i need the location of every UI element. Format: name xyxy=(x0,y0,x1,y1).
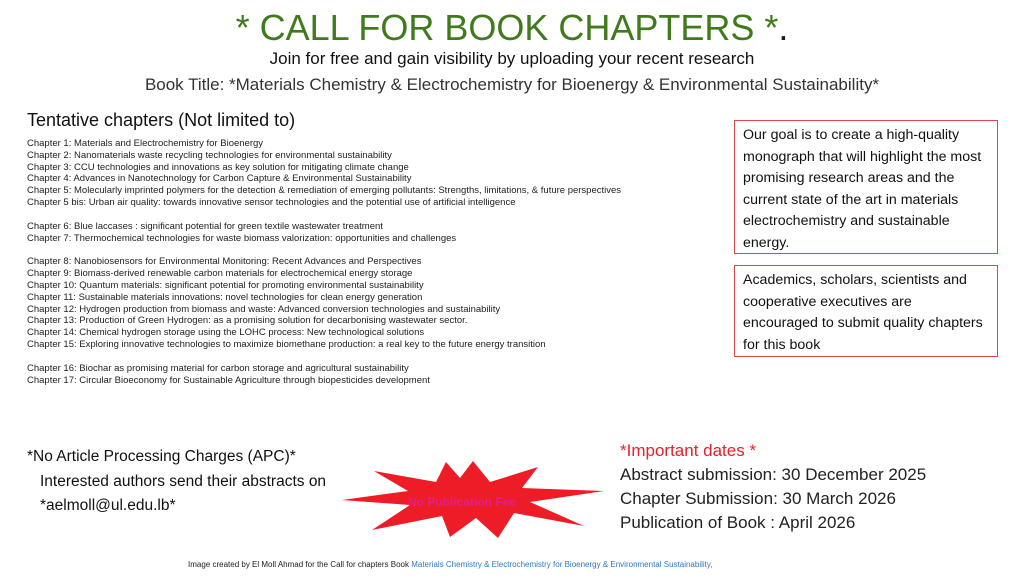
chapter-item: Chapter 11: Sustainable materials innovations: novel technologies for clean energy generation xyxy=(27,291,423,303)
goal-box: Our goal is to create a high-quality monograph that will highlight the most promising research areas and the current state of the art in materials electrochemistry and sustainable energy. xyxy=(734,120,998,254)
chapter-date: Chapter Submission: 30 March 2026 xyxy=(620,489,896,508)
chapter-item: Chapter 8: Nanobiosensors for Environmental Monitoring: Recent Advances and Perspectives xyxy=(27,256,422,268)
chapter-item: Chapter 14: Chemical hydrogen storage using the LOHC process: New technological solutions xyxy=(27,327,425,339)
chapter-item: Chapter 5 bis: Urban air quality: towards innovative sensor technologies and the potential use of artificial intelligence xyxy=(27,196,516,208)
footer-book-link[interactable]: Materials Chemistry & Electrochemistry for Bioenergy & Environmental Sustainability, xyxy=(411,560,713,569)
footer-credit xyxy=(188,560,713,569)
abstract-date: Abstract submission: 30 December 2025 xyxy=(620,465,927,484)
chapter-item: Chapter 13: Production of Green Hydrogen: as a promising solution for decarbonising wastewater sector. xyxy=(27,315,468,327)
chapter-item: Chapter 12: Hydrogen production from biomass and waste: Advanced conversion technologies and sustainability xyxy=(27,303,501,315)
page-title xyxy=(0,6,1024,50)
no-fee-starburst xyxy=(338,458,608,540)
chapters-heading: Tentative chapters (Not limited to) xyxy=(27,110,296,130)
academics-box: Academics, scholars, scientists and cooperative executives are encouraged to submit quality chapters for this book xyxy=(734,265,998,357)
chapter-item: Chapter 4: Advances in Nanotechnology for Carbon Capture & Environmental Sustainability xyxy=(27,173,412,185)
chapter-item: Chapter 6: Blue laccases : significant potential for green textile wastewater treatment xyxy=(27,220,383,232)
chapter-list xyxy=(27,138,732,386)
contact-email[interactable]: *aelmoll@ul.edu.lb* xyxy=(40,497,176,514)
no-fee-label: No Publication Fee xyxy=(407,495,517,509)
chapter-item: Chapter 15: Exploring innovative technologies to maximize biomethane production: a real key to the future energy transition xyxy=(27,338,546,350)
chapter-item: Chapter 1: Materials and Electrochemistry for Bioenergy xyxy=(27,138,264,149)
title-text: * CALL FOR BOOK CHAPTERS * xyxy=(235,7,779,48)
authors-instruction: Interested authors send their abstracts on xyxy=(40,473,327,490)
footer-credit-text: Image created by El Moll Ahmad for the Call for chapters Book xyxy=(188,560,412,569)
chapter-item: Chapter 3: CCU technologies and innovations as key solution for mitigating climate change xyxy=(27,161,409,173)
chapter-item: Chapter 16: Biochar as promising material for carbon storage and agricultural sustainability xyxy=(27,362,409,374)
book-title: Book Title: *Materials Chemistry & Electrochemistry for Bioenergy & Environmental Sustainability* xyxy=(144,75,880,94)
subtitle: Join for free and gain visibility by uploading your recent research xyxy=(269,49,755,68)
chapter-item: Chapter 5: Molecularly imprinted polymers for the detection & remediation of emerging pollutants: Strengths, limitations, & future perspectives xyxy=(27,185,622,197)
apc-notice: *No Article Processing Charges (APC)* xyxy=(27,448,296,465)
chapter-item: Chapter 10: Quantum materials: significant potential for promoting environmental sustainability xyxy=(27,279,424,291)
chapter-item: Chapter 9: Biomass-derived renewable carbon materials for electrochemical energy storage xyxy=(27,268,413,280)
title-period: . xyxy=(778,7,789,48)
chapter-item: Chapter 17: Circular Bioeconomy for Sustainable Agriculture through biopesticides development xyxy=(27,374,430,386)
chapter-item: Chapter 2: Nanomaterials waste recycling technologies for environmental sustainability xyxy=(27,149,392,161)
chapter-item: Chapter 7: Thermochemical technologies for waste biomass valorization: opportunities and challenges xyxy=(27,232,457,244)
important-dates-heading: *Important dates * xyxy=(620,441,757,460)
publication-date: Publication of Book : April 2026 xyxy=(620,513,856,532)
